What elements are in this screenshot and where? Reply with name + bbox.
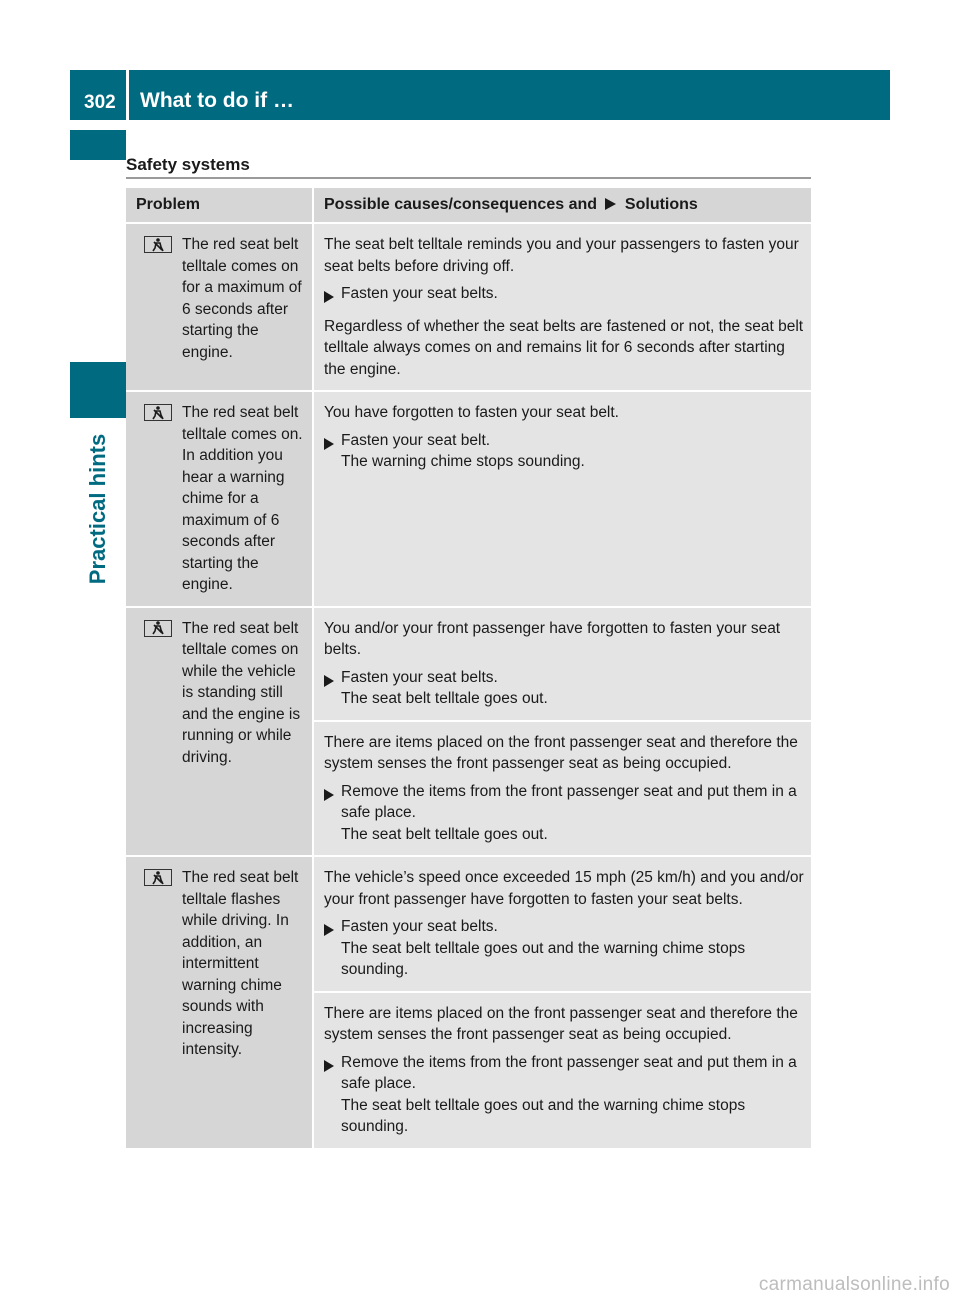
side-tab-marker: [70, 130, 126, 160]
action-text: Fasten your seat belts.: [341, 285, 498, 302]
side-label-text: Practical hints: [85, 433, 111, 585]
action-text: Remove the items from the front passenger seat and put them in a safe place.: [341, 782, 797, 821]
column-header-solutions-suffix: Solutions: [624, 196, 698, 214]
side-section-marker: [70, 362, 126, 418]
watermark: carmanualsonline.info: [758, 1274, 950, 1295]
cause-text: Regardless of whether the seat belts are fastened or not, the seat belt telltale always comes on and remains lit for 6 seconds after starting the engine.: [324, 317, 804, 378]
solution-cell: [313, 223, 811, 391]
action-text: Fasten your seat belt.: [341, 431, 491, 449]
problem-cell: [126, 856, 313, 1149]
section-rule: [126, 177, 811, 179]
action-result: The seat belt telltale goes out.: [341, 825, 548, 843]
cause-text: There are items placed on the front passenger seat and therefore the system senses the front passenger seat as being occupied.: [324, 733, 798, 772]
action-step: [324, 283, 805, 310]
table-row: [126, 391, 811, 607]
action-step: [324, 916, 805, 981]
header-bar: [70, 70, 890, 120]
table-row: [126, 856, 811, 992]
table-body: [126, 223, 811, 1149]
seatbelt-telltale-icon: [144, 236, 172, 253]
action-text: Fasten your seat belts.: [341, 918, 498, 935]
cause-text: The seat belt telltale reminds you and your passengers to fasten your seat belts before driving off.: [324, 236, 799, 275]
arrow-right-icon: [324, 667, 341, 710]
table-row: [126, 607, 811, 721]
problem-text: The red seat belt telltale comes on while the vehicle is standing still and the engine is running or while driving.: [182, 619, 301, 766]
seatbelt-telltale-icon: [144, 404, 172, 421]
action-step: [324, 1052, 805, 1138]
cause-text: The vehicle’s speed once exceeded 15 mph (25 km/h) and you and/or your front passenger have forgotten to fasten your seat belts.: [324, 869, 804, 908]
problem-cell: [126, 223, 313, 391]
section-title: Safety systems: [126, 155, 250, 174]
solution-cell: [313, 856, 811, 992]
solution-cell: [313, 721, 811, 857]
solution-cell: [313, 992, 811, 1149]
seatbelt-telltale-icon: [144, 620, 172, 637]
action-step: [324, 781, 805, 846]
cause-text: There are items placed on the front passenger seat and therefore the system senses the front passenger seat as being occupied.: [324, 1004, 798, 1043]
arrow-right-icon: [324, 283, 341, 310]
action-text: Remove the items from the front passenger seat and put them in a safe place.: [341, 1053, 797, 1092]
problem-text: The red seat belt telltale flashes while driving. In addition, an intermittent warning chime sounds with increasing intensity.: [182, 869, 299, 1058]
seatbelt-telltale-icon: [144, 869, 172, 886]
action-result: The seat belt telltale goes out and the warning chime stops sounding.: [341, 939, 746, 978]
arrow-right-icon: [324, 781, 341, 846]
problem-cell: [126, 607, 313, 857]
column-header-solutions: [313, 188, 811, 223]
action-result: The seat belt telltale goes out and the warning chime stops sounding.: [341, 1096, 746, 1135]
arrow-right-icon: [605, 198, 616, 210]
action-text: Fasten your seat belts.: [341, 668, 498, 686]
column-header-problem: Problem: [126, 188, 313, 223]
action-step: [324, 667, 805, 710]
arrow-right-icon: [324, 916, 341, 981]
header-divider: [126, 70, 129, 120]
solution-cell: [313, 607, 811, 721]
problem-cell: [126, 391, 313, 607]
page-number: 302: [84, 92, 116, 113]
arrow-right-icon: [324, 430, 341, 473]
solution-cell: [313, 391, 811, 607]
table-row: [126, 223, 811, 391]
problem-text: The red seat belt telltale comes on. In addition you hear a warning chime for a maximum of 6 seconds after starting the engine.: [182, 404, 303, 593]
troubleshooting-table: [126, 188, 811, 1150]
chapter-title: What to do if …: [140, 89, 294, 112]
arrow-right-icon: [324, 1052, 341, 1138]
table-header-row: [126, 188, 811, 223]
problem-text: The red seat belt telltale comes on for a maximum of 6 seconds after starting the engine.: [182, 236, 302, 361]
side-label: [70, 424, 126, 594]
cause-text: You have forgotten to fasten your seat belt.: [324, 404, 619, 421]
cause-text: You and/or your front passenger have forgotten to fasten your seat belts.: [324, 619, 781, 658]
column-header-solutions-prefix: Possible causes/consequences and: [324, 196, 598, 214]
action-result: The seat belt telltale goes out.: [341, 690, 548, 707]
action-result: The warning chime stops sounding.: [341, 453, 585, 470]
action-step: [324, 430, 805, 473]
